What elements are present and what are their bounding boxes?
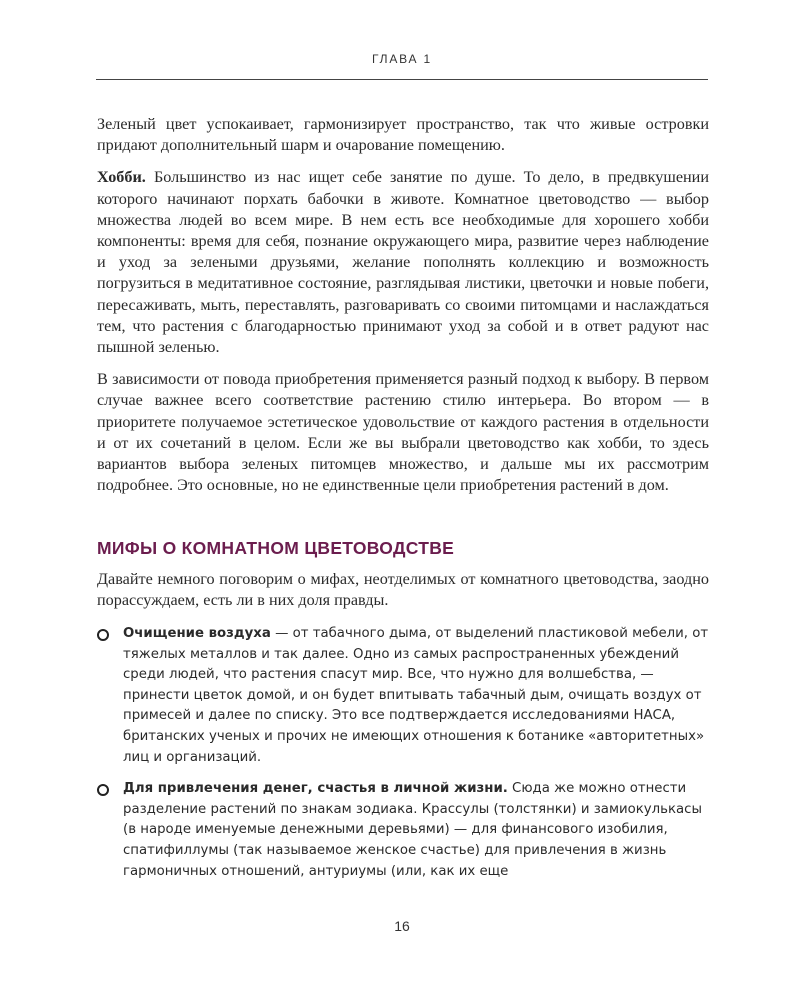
header-divider [96, 79, 708, 80]
myth-list [97, 624, 709, 893]
list-item [97, 779, 709, 882]
paragraph-hobby [97, 167, 709, 358]
section-title: МИФЫ О КОМНАТНОМ ЦВЕТОВОДСТВЕ [97, 538, 455, 558]
bullet-text: Сюда же можно отнести разделение растений по знакам зодиака. Крассулы (толстянки) и замиокулькасы (в народе именуемые денежными деревьями) — для финансового изобилия, спатифиллумы (так называемое женское счастье) для привлечения в жизнь гармоничных отношений, антуриумы (или, как их еще [123, 781, 702, 879]
bullet-lead: Очищение воздуха [123, 626, 271, 641]
paragraph-text: В зависимости от повода приобретения применяется разный подход к выбору. В первом случае важнее всего соответствие растению стилю интерьера. Во втором — в приоритете получаемое эстетическое удовольствие от каждого растения в отдельности и от их сочетаний в целом. Если же вы выбрали цветоводство как хобби, то здесь вариантов выбора зеленых питомцев множество, и дальше мы их рассмотрим подробнее. Это основные, но не единственные цели приобретения растений в дом. [97, 370, 709, 495]
body-text [97, 114, 709, 507]
page-number: 16 [394, 918, 410, 934]
bullet-lead: Для привлечения денег, счастья в личной жизни. [123, 781, 508, 797]
section-intro: Давайте немного поговорим о мифах, неотделимых от комнатного цветоводства, заодно порассуждаем, есть ли в них доля правды. [97, 570, 709, 610]
paragraph-text: Большинство из нас ищет себе занятие по душе. То дело, в предвкушении которого начинают порхать бабочки в животе. Комнатное цветоводство — выбор множества людей во всем мире. В нем есть все необходимые для хорошего хобби компоненты: время для себя, познание окружающего мира, развитие через наблюдение и уход за зелеными друзьями, желание пополнять коллекцию и возможность погрузиться в медитативное состояние, разглядывая листики, цветочки и новые побеги, пересаживать, мыть, переставлять, разговаривать со своими питомцами и наслаждаться тем, что растения с благодарностью принимают уход за собой и в ответ радуют нас пышной зеленью. [97, 168, 709, 357]
bullet-text: — от табачного дыма, от выделений пластиковой мебели, от тяжелых металлов и так далее. Одно из самых распространенных убеждений среди людей, что растения спасут мир. Все, что нужно для волшебства, — принести цветок домой, и он будет впитывать табачный дым, очищать воздух от примесей и далее по списку. Это все подтверждается исследованиями НАСА, британских ученых и прочих не имеющих отношения к ботанике «авторитетных» лиц и организаций. [123, 626, 709, 765]
paragraph-selection [97, 369, 709, 496]
bullet-circle-icon [97, 784, 109, 796]
chapter-header: ГЛАВА 1 [372, 52, 432, 66]
list-item [97, 624, 709, 768]
paragraph-green-color [97, 114, 709, 156]
paragraph-lead: Хобби. [97, 168, 146, 187]
paragraph-text: Зеленый цвет успокаивает, гармонизирует пространство, так что живые островки придают дополнительный шарм и очарование помещению. [97, 115, 709, 155]
bullet-circle-icon [97, 629, 109, 641]
